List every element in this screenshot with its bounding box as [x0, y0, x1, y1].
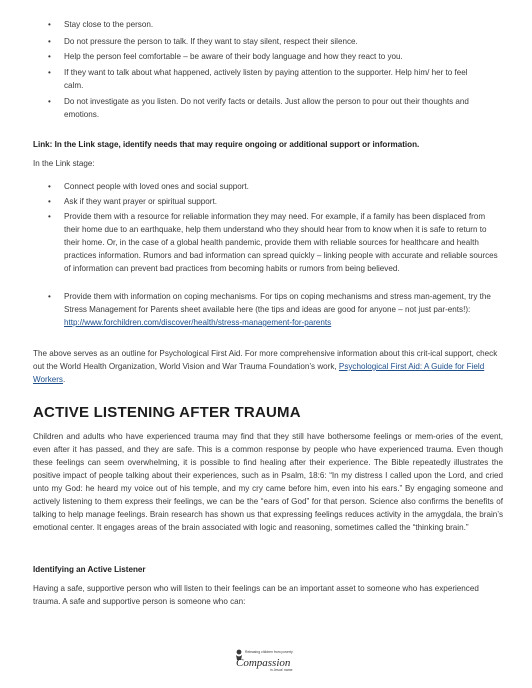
logo-mark [232, 648, 298, 674]
bullet-icon: • [48, 212, 51, 221]
list-item [48, 195, 503, 208]
coping-text: Provide them with information on coping mechanisms. For tips on coping mechanisms and stress man-agement, try the Stress Management for Parents sheet available here (the tips and ideas are good for anyone – not just par-ents!): [64, 292, 491, 314]
logo-tagline: Releasing children from poverty [245, 650, 293, 654]
list-item [48, 35, 488, 48]
list-item-text: Help the person feel comfortable – be aware of their body language and how they react to you. [64, 52, 403, 61]
logo-name: Compassion [236, 657, 291, 669]
list-item-text: Connect people with loved ones and social support. [64, 182, 249, 191]
outline-text: The above serves as an outline for Psychological First Aid. For more comprehensive information about this crit-ical support, check out the World Health Organization, World Vision and War Trauma Foundation’s work, [33, 349, 498, 371]
final-paragraph: Having a safe, supportive person who will listen to their feelings can be an important asset to someone who has experienced trauma. A safe and supportive person is someone who can: [33, 584, 479, 606]
bullet-icon: • [48, 52, 51, 61]
list-item [48, 290, 503, 329]
bullet-icon: • [48, 182, 51, 191]
link-stage-heading: Link: In the Link stage, identify needs that may require ongoing or additional support or information. [33, 140, 420, 149]
section-title: ACTIVE LISTENING AFTER TRAUMA [33, 404, 301, 421]
subheading: Identifying an Active Listener [33, 565, 146, 574]
link-stage-intro: In the Link stage: [33, 159, 95, 168]
outline-end: . [62, 375, 66, 384]
bullet-icon: • [48, 37, 51, 46]
bullet-icon: • [48, 20, 51, 29]
list-item-text: Stay close to the person. [64, 20, 154, 29]
compassion-logo [232, 648, 298, 674]
list-item [48, 66, 488, 92]
bullet-icon: • [48, 292, 51, 301]
pfa-guide-link[interactable]: Psychological First Aid: A Guide for Field Workers [33, 362, 485, 384]
list-item [48, 50, 488, 63]
section-body: Children and adults who have experienced trauma may find that they still have bothersome feelings or mem-ories of the event, even after it has passed, and they are safe. This is a common response by people who have experienced trauma. Even though these feelings can seem overwhelming, it is possible to find healing after their experience. The Bible repeatedly illustrates the positive impact of people talking about their experiences, such as in Psalm, 18:6: “In my distress I called upon the Lord, and cried unto my God: he heard my voice out of his temple, and my cry came before him, even into his ears.” By engaging someone and actively listening to them express their feelings, we can be the “ears of God” for that person. Science also confirms the benefits of talking to help manage feelings. Brain research has shown us that expressing feelings reduces activity in the amygdala, the brain’s emotional center. It engages areas of the brain associated with logic and reasoning, sometimes called the “thinking brain.” [33, 432, 503, 532]
bullet-icon: • [48, 68, 51, 77]
list-item [48, 180, 503, 193]
list-item-text: If they want to talk about what happened, actively listen by paying attention to the supporter. Help him/ her to feel calm. [64, 68, 468, 90]
list-item [48, 210, 503, 275]
list-item-text [48, 290, 503, 329]
stress-management-link[interactable]: http://www.forchildren.com/discover/health/stress-management-for-parents [64, 318, 332, 327]
list-item-text: Do not pressure the person to talk. If they want to stay silent, respect their silence. [64, 37, 358, 46]
bullet-icon: • [48, 97, 51, 106]
list-item [48, 95, 488, 121]
outline-paragraph [33, 347, 503, 386]
bullet-icon: • [48, 197, 51, 206]
logo-sub: in Jesus' name [270, 668, 293, 672]
list-item-text: Provide them with a resource for reliable information they may need. For example, if a family has been displaced from their home due to an earthquake, help them understand who they should hear from to know when it is safe to return to their home. Or, in the case of a global health pandemic, provide them with reliable sources for healthcare and health practices information. Rumors and bad information can spread quickly – linking people with accurate and reliable sources of information can prevent bad practices from becoming habits or rumors from being believed. [64, 212, 498, 273]
list-item [48, 18, 488, 31]
list-item-text: Do not investigate as you listen. Do not verify facts or details. Just allow the person to pour out their thoughts and emotions. [64, 97, 469, 119]
list-item-text: Ask if they want prayer or spiritual support. [64, 197, 217, 206]
